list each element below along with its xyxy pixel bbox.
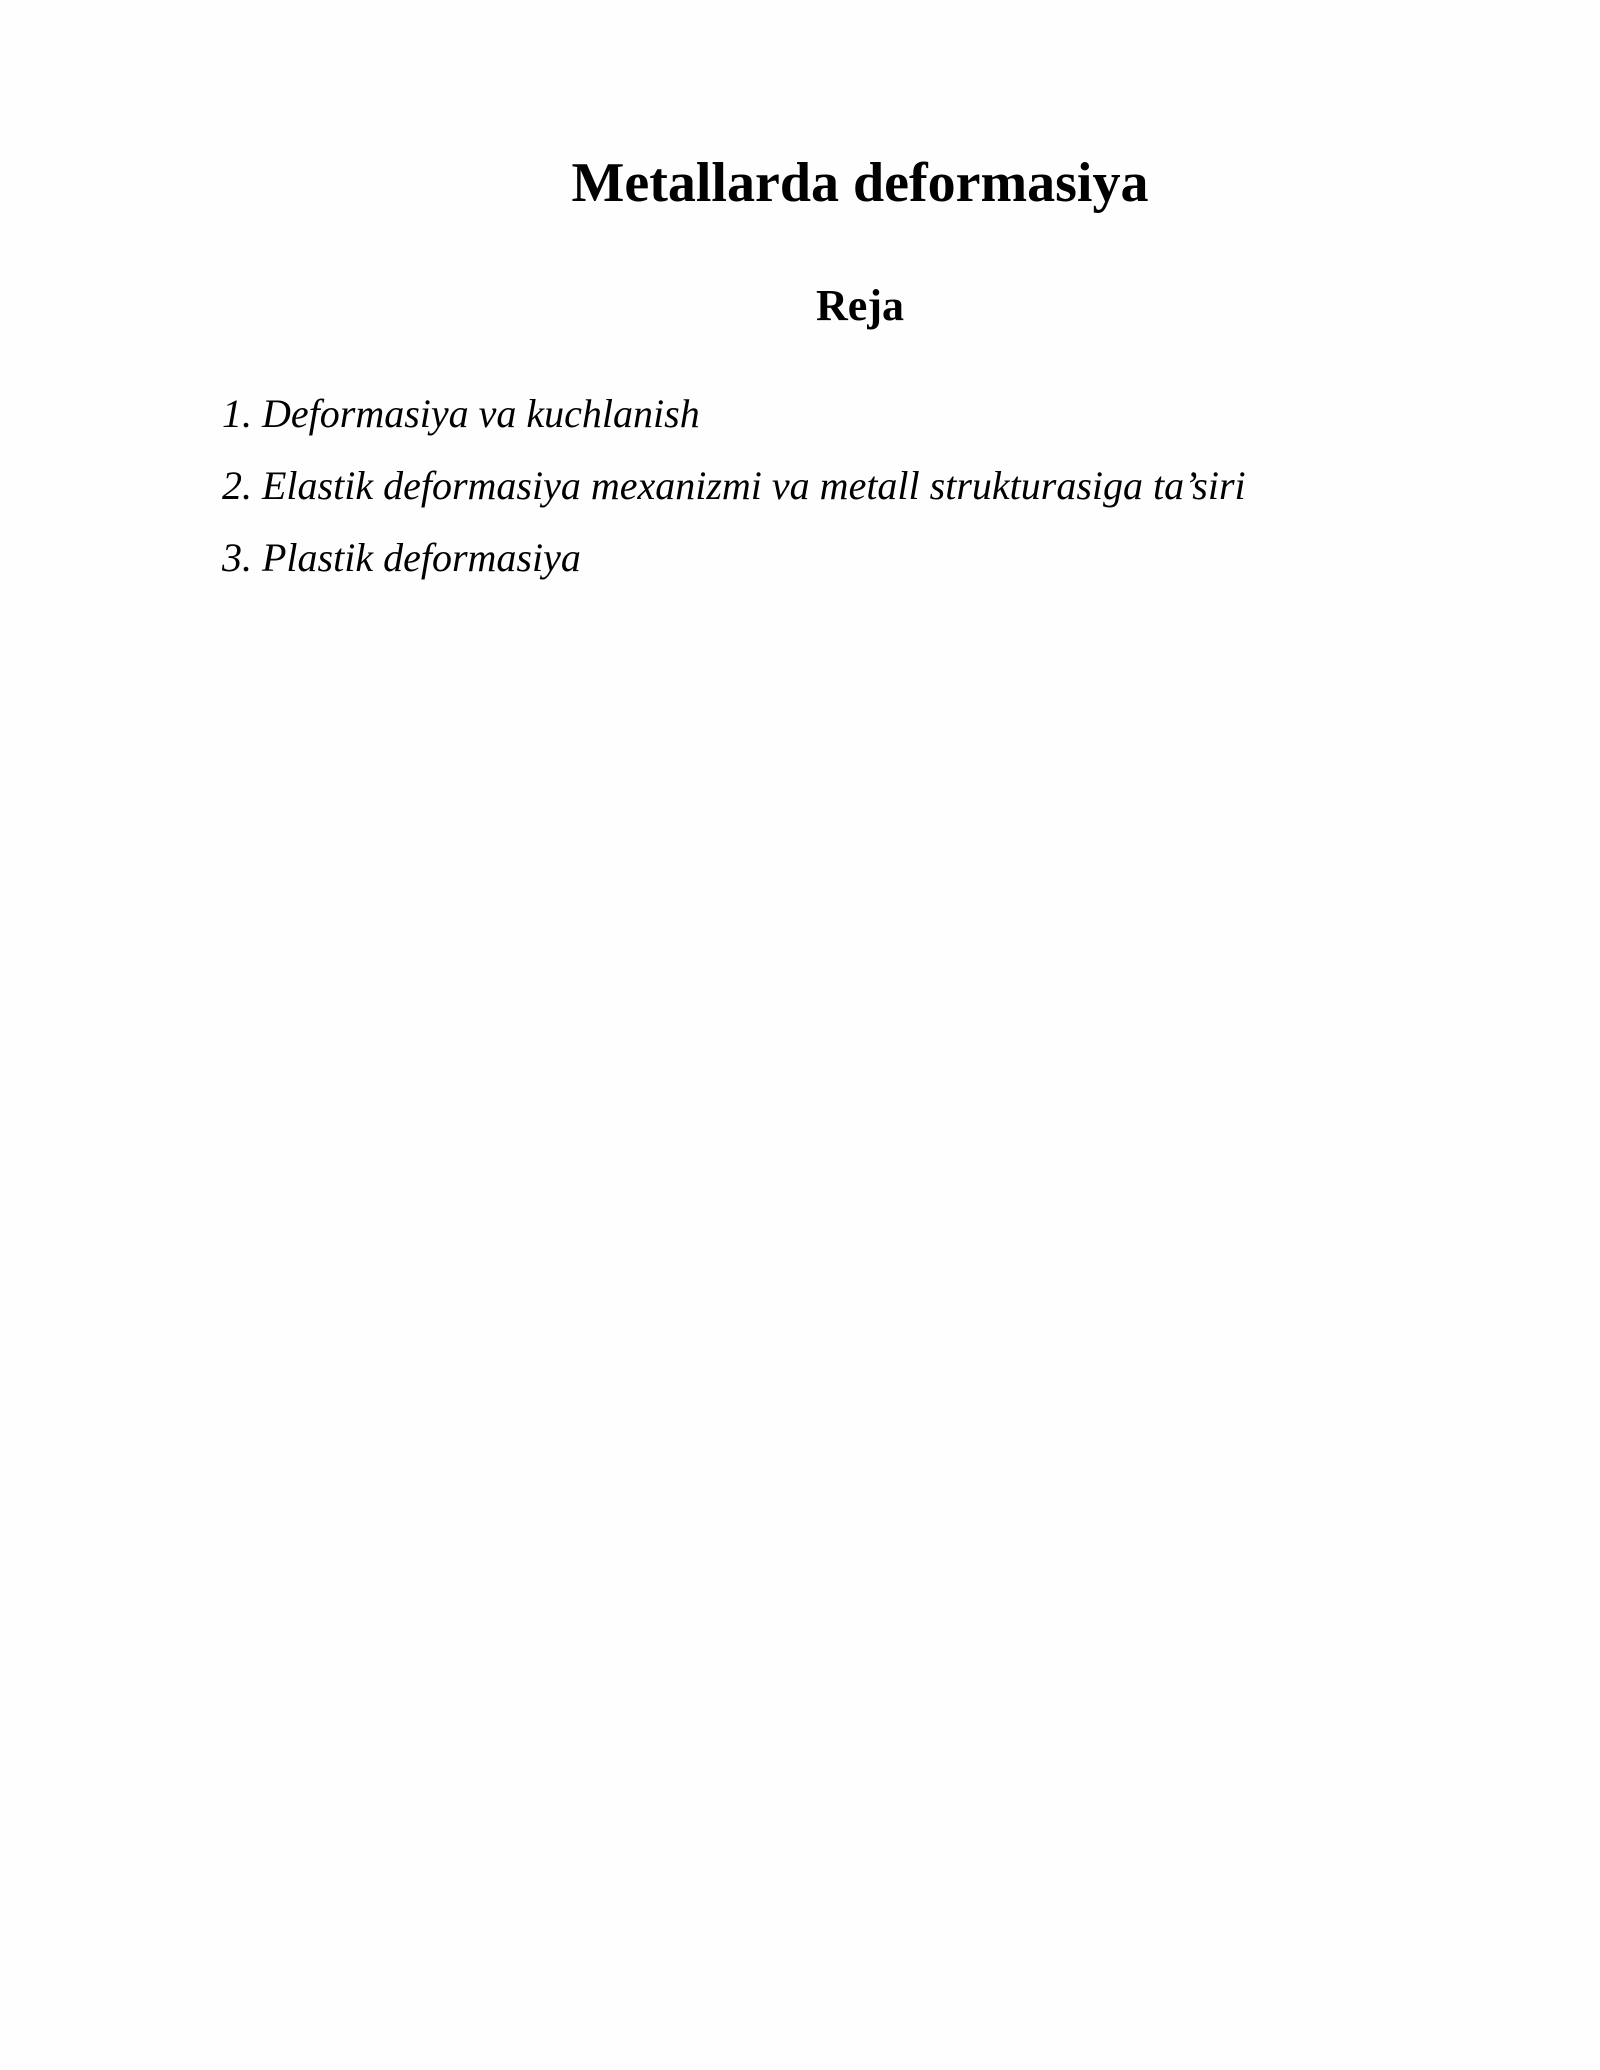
plan-item-3	[222, 534, 1246, 606]
page-title: Metallarda deformasiya	[571, 152, 1149, 214]
plan-item-number: 1.	[222, 391, 252, 436]
plan-heading: Reja	[816, 281, 904, 330]
plan-list	[222, 390, 1246, 606]
plan-item-text: Deformasiya va kuchlanish	[262, 391, 700, 436]
plan-item-text: Elastik deformasiya mexanizmi va metall strukturasiga ta’siri	[262, 463, 1246, 508]
plan-item-number: 2.	[222, 463, 252, 508]
plan-item-text: Plastik deformasiya	[262, 535, 581, 580]
plan-item-1	[222, 390, 1246, 462]
plan-item-2	[222, 462, 1246, 534]
plan-item-number: 3.	[222, 535, 252, 580]
